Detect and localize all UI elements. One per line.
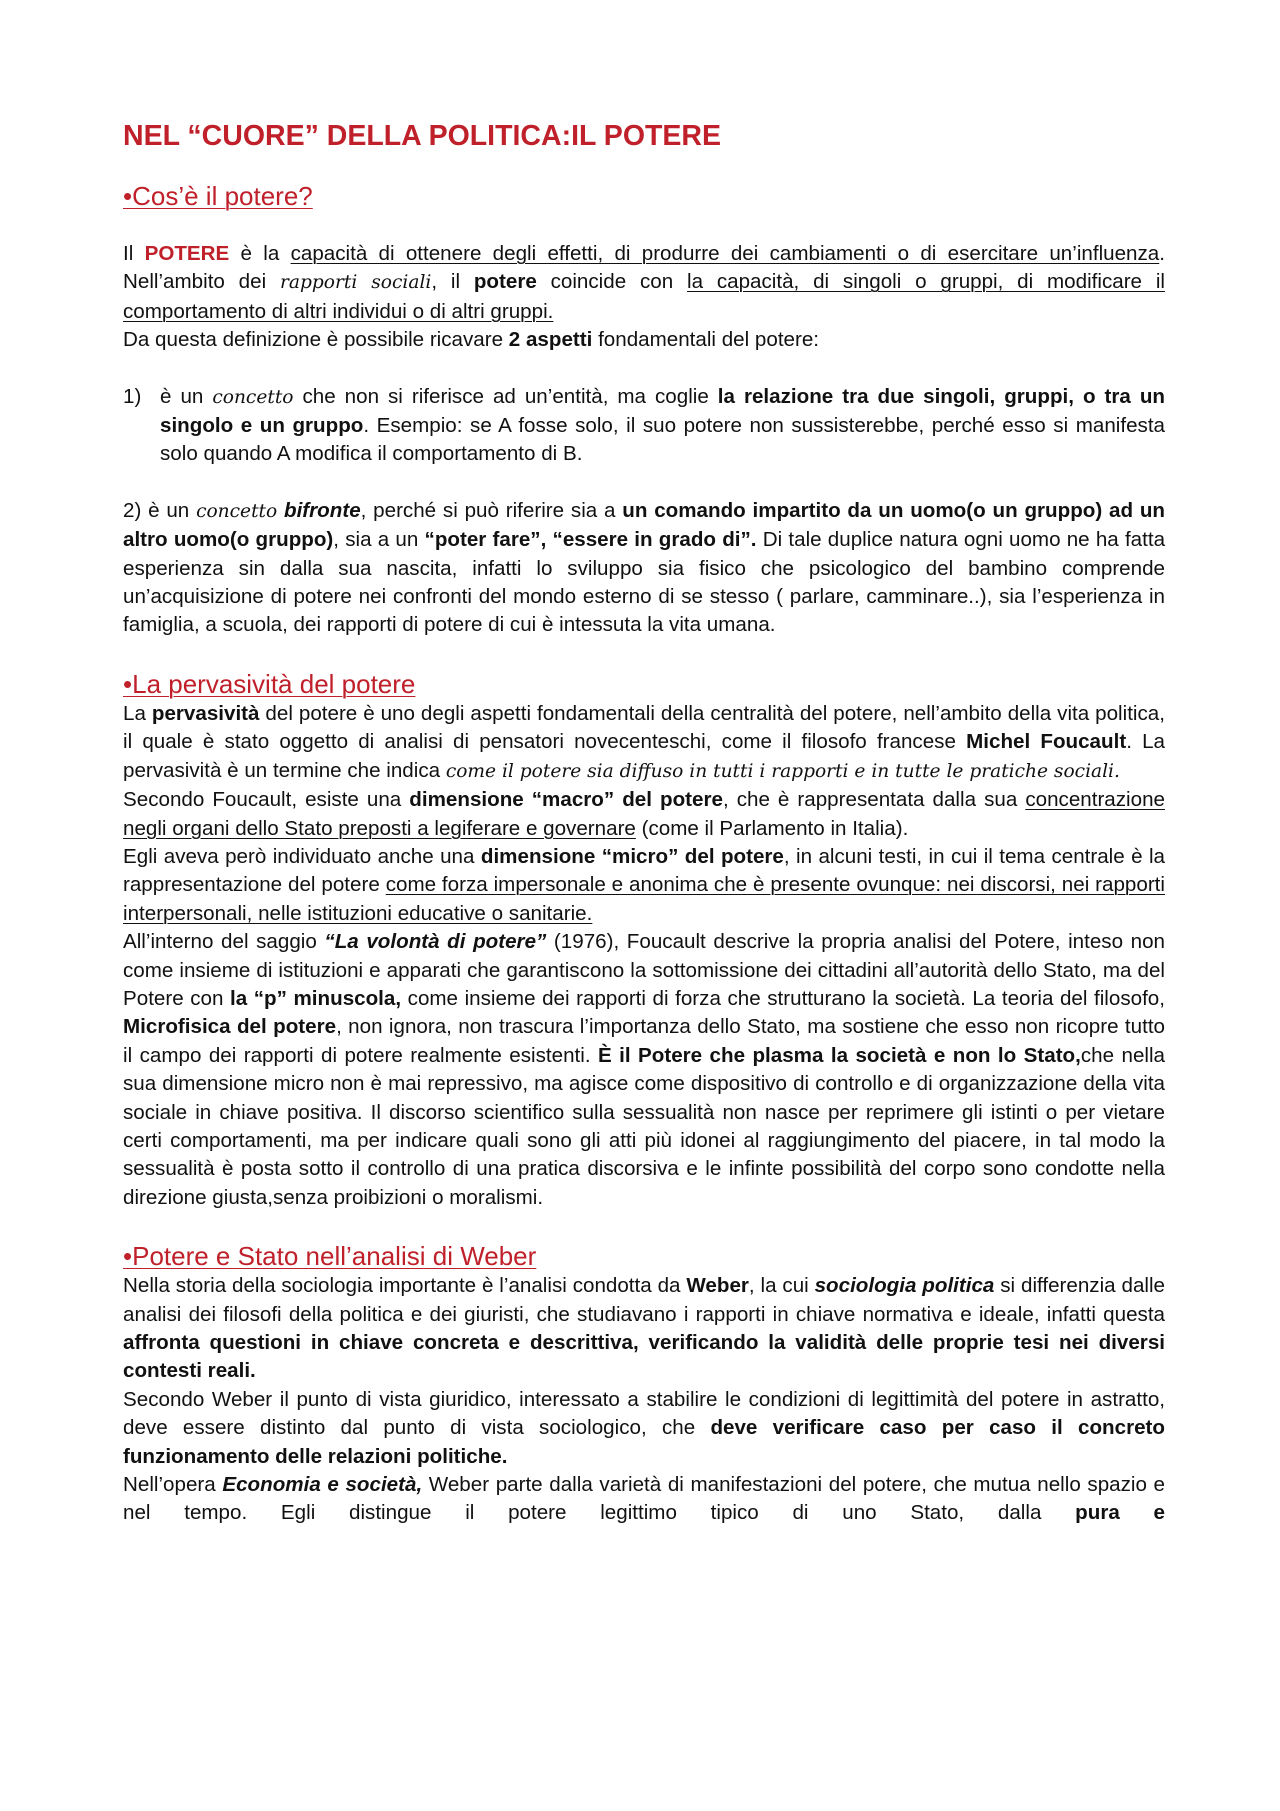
spacer: [123, 212, 1165, 240]
page-title: NEL “CUORE” DELLA POLITICA:IL POTERE: [123, 120, 721, 152]
section-heading-weber: •Potere e Stato nell’analisi di Weber: [123, 1241, 537, 1272]
list-number: 1): [123, 384, 142, 408]
paragraph-definition: Il POTERE è la capacità di ottenere degli effetti, di produrre dei cambiamenti o di esercitare un’influenza. Nell’ambito dei rapporti sociali, il potere coincide con la capacità, di singoli o gruppi, di modificare il comportamento di altri individui o di altri gruppi.: [123, 242, 1165, 323]
section-heading-cos-e-il-potere: •Cos’è il potere?: [123, 181, 313, 211]
section-heading-pervasivita: •La pervasività del potere: [123, 668, 416, 699]
document-page: [123, 118, 1165, 1528]
paragraph-economia-e-societa: Nell’opera Economia e società, Weber parte dalla varietà di manifestazioni del potere, che mutua nello spazio e nel tempo. Egli distingue il potere legittimo tipico di uno Stato, dalla pura e: [123, 1473, 1165, 1525]
paragraph-weber-punto-di-vista: Secondo Weber il punto di vista giuridico, interessato a stabilire le condizioni di legittimità del potere in astratto, deve essere distinto dal punto di vista sociologico, che deve verificare caso per caso il concreto funzionamento delle relazioni politiche.: [123, 1387, 1165, 1468]
paragraph-micro: Egli aveva però individuato anche una dimensione “micro” del potere, in alcuni testi, in cui il tema centrale è la rappresentazione del potere come forza impersonale e anonima che è presente ovunque: nei discorsi, nei rapporti interpersonali, nelle istituzioni educative o sanitarie.: [123, 844, 1165, 925]
spacer: [123, 1212, 1165, 1240]
list-item-1: [123, 383, 1165, 469]
spacer: [123, 640, 1165, 668]
paragraph-volonta-di-potere: All’interno del saggio “La volontà di potere” (1976), Foucault descrive la propria analisi del Potere, inteso non come insieme di istituzioni e apparati che garantiscono la sottomissione dei cittadini all’autorità dello Stato, ma del Potere con la “p” minuscola, come insieme dei rapporti di forza che strutturano la società. La teoria del filosofo, Microfisica del potere, non ignora, non trascura l’importanza dello Stato, ma sostiene che esso non ricopre tutto il campo dei rapporti di potere realmente esistenti. È il Potere che plasma la società e non lo Stato,che nella sua dimensione micro non è mai repressivo, ma agisce come dispositivo di controllo e di organizzazione della vita sociale in chiave positiva. Il discorso scientifico sulla sessualità non nasce per reprimere gli istinti o per vietare certi comportamenti, ma per indicare quali sono gli atti più idonei al raggiungimento del piacere, in tal modo la sessualità è posta sotto il controllo di una pratica discorsiva e le infinte possibilità del corpo sono condotte nella direzione giusta,senza proibizioni o moralismi.: [123, 930, 1166, 1209]
spacer: [123, 469, 1165, 497]
paragraph-weber-sociologia: Nella storia della sociologia importante è l’analisi condotta da Weber, la cui sociologia politica si differenzia dalle analisi dei filosofi della politica e dei giuristi, che studiavano i rapporti in chiave normativa e ideale, infatti questa affronta questioni in chiave concreta e descrittiva, verificando la validità delle proprie tesi nei diversi contesti reali.: [123, 1274, 1165, 1383]
paragraph-macro: Secondo Foucault, esiste una dimensione “macro” del potere, che è rappresentata dalla sua concentrazione negli organi dello Stato preposti a legiferare e governare (come il Parlamento in Italia).: [123, 788, 1165, 840]
paragraph-bifronte: 2) è un concetto bifronte, perché si può riferire sia a un comando impartito da un uomo(o un gruppo) ad un altro uomo(o gruppo), sia a un “poter fare”, “essere in grado di”. Di tale duplice natura ogni uomo ne ha fatta esperienza sin dalla sua nascita, infatti lo sviluppo sia fisico che psicologico del bambino comprende un’acquisizione di potere nei confronti del mondo esterno di se stesso ( parlare, camminare..), sia l’esperienza in famiglia, a scuola, dei rapporti di potere di cui è intessuta la vita umana.: [123, 498, 1166, 637]
paragraph-pervasivita: La pervasività del potere è uno degli aspetti fondamentali della centralità del potere, nell’ambito della vita politica, il quale è stato oggetto di analisi di pensatori novecenteschi, come il filosofo francese Michel Foucault. La pervasività è un termine che indica come il potere sia diffuso in tutti i rapporti e in tutte le pratiche sociali.: [123, 701, 1165, 782]
list-item-text: è un concetto che non si riferisce ad un’entità, ma coglie la relazione tra due singoli, gruppi, o tra un singolo e un gruppo. Esempio: se A fosse solo, il suo potere non sussisterebbe, perché esso si manifesta solo quando A modifica il comportamento di B.: [160, 384, 1165, 466]
spacer: [123, 355, 1165, 383]
paragraph-two-aspects: Da questa definizione è possibile ricavare 2 aspetti fondamentali del potere:: [123, 328, 820, 352]
